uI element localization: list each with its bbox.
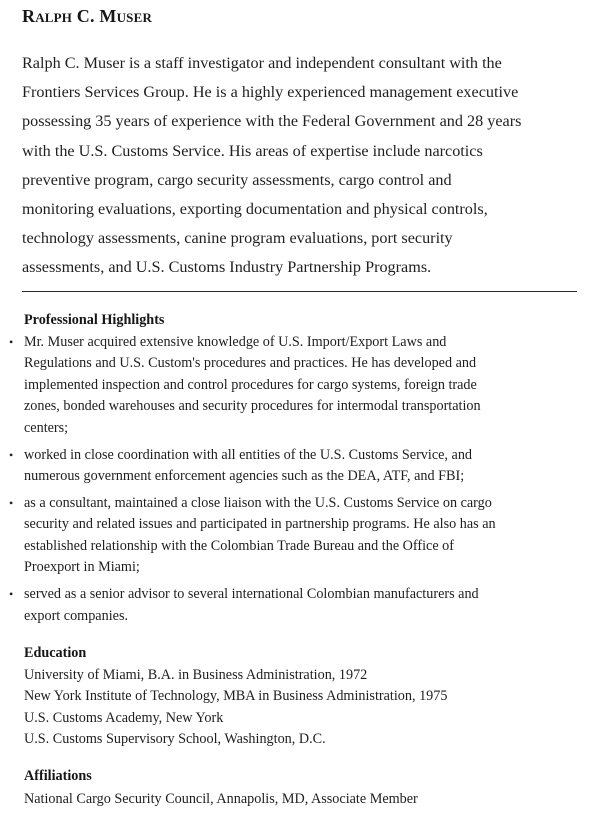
bio-line: with the U.S. Customs Service. His areas of expertise include narcotics [22,141,483,160]
education-item: New York Institute of Technology, MBA in Business Administration, 1975 [24,688,448,705]
highlight-line: Mr. Muser acquired extensive knowledge of U.S. Import/Export Laws and [24,334,447,350]
section-divider [22,291,577,292]
bullet-icon: • [9,587,14,602]
bio-line: assessments, and U.S. Customs Industry Partnership Programs. [22,258,432,277]
bio-paragraph [22,49,582,283]
affiliations-heading: Affiliations [24,768,92,784]
affiliation-item: National Cargo Security Council, Annapolis, MD, Associate Member [24,791,418,807]
bullet-icon: • [9,447,14,462]
highlight-item [8,332,588,439]
highlight-line: export companies. [24,607,129,624]
highlight-item [8,584,588,627]
highlight-line: Proexport in Miami; [24,559,140,576]
education-item: U.S. Customs Academy, New York [24,709,224,726]
education-list [24,665,447,751]
education-heading: Education [24,645,87,661]
highlight-item [8,493,588,579]
highlight-line: established relationship with the Colombian Trade Bureau and the Office of [24,537,455,554]
education-item: University of Miami, B.A. in Business Administration, 1972 [24,667,368,683]
bullet-icon: • [9,496,14,511]
person-name: Ralph C. Muser [22,6,153,26]
bio-line: Frontiers Services Group. He is a highly experienced management executive [22,83,519,102]
bio-line: monitoring evaluations, exporting documentation and physical controls, [22,200,488,219]
highlight-line: numerous government enforcement agencies such as the DEA, ATF, and FBI; [24,468,465,485]
education-item: U.S. Customs Supervisory School, Washington, D.C. [24,731,326,748]
highlights-heading: Professional Highlights [24,312,165,328]
highlight-line: zones, bonded warehouses and security procedures for intermodal transportation [24,398,481,415]
bullet-icon: • [9,335,14,349]
highlight-line: centers; [24,419,69,436]
highlight-line: as a consultant, maintained a close liaison with the U.S. Customs Service on cargo [24,495,492,512]
bio-line: Ralph C. Muser is a staff investigator and independent consultant with the [22,54,502,72]
bio-line: preventive program, cargo security assessments, cargo control and [22,170,452,189]
affiliations-list [24,789,418,810]
highlight-line: implemented inspection and control procedures for cargo systems, foreign trade [24,376,477,393]
highlight-line: worked in close coordination with all entities of the U.S. Customs Service, and [24,446,473,463]
bio-line: technology assessments, canine program evaluations, port security [22,229,453,248]
highlights-list [8,332,588,633]
highlight-item [8,445,588,488]
highlight-line: served as a senior advisor to several international Colombian manufacturers and [24,586,479,603]
bio-line: possessing 35 years of experience with the Federal Government and 28 years [22,112,522,131]
highlight-line: Regulations and U.S. Custom's procedures and practices. He has developed and [24,355,477,372]
highlight-line: security and related issues and participated in partnership programs. He also has an [24,516,496,533]
